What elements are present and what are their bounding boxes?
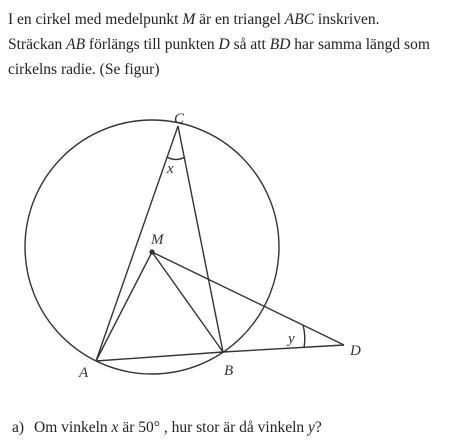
- label-point-a: A: [79, 365, 89, 381]
- text-run: , hur stor är då vinkeln: [159, 419, 309, 436]
- center-point-m: [149, 249, 154, 254]
- text-run: förlängs till punkten: [85, 36, 219, 53]
- label-angle-x: x: [167, 161, 174, 177]
- text-run: ?: [314, 419, 322, 436]
- math-symbol: x: [111, 419, 119, 436]
- text-run: så att: [229, 36, 270, 53]
- segment-ab: [96, 352, 223, 361]
- segment-bc: [178, 126, 223, 352]
- label-point-c: C: [174, 111, 185, 127]
- text-run: är en triangel: [195, 11, 285, 28]
- text-run: har samma längd som: [290, 36, 430, 53]
- question-text: [34, 419, 322, 436]
- segment-ac: [96, 126, 178, 361]
- text-run: Om vinkeln: [34, 419, 112, 436]
- text-run: 50°: [138, 419, 160, 436]
- angle-arc-x: [167, 157, 185, 160]
- segment-ma: [96, 252, 152, 361]
- text-run: cirkelns radie. (Se figur): [8, 61, 160, 78]
- math-symbol: AB: [66, 36, 86, 53]
- text-run: är: [118, 419, 139, 436]
- text-run: Sträckan: [8, 36, 67, 53]
- question-a: [12, 417, 322, 439]
- math-symbol: D: [218, 36, 230, 53]
- text-run: inskriven.: [314, 11, 380, 28]
- angle-arc-y: [303, 325, 305, 348]
- label-point-b: B: [224, 363, 234, 379]
- math-symbol: y: [308, 419, 315, 436]
- label-point-d: D: [350, 343, 361, 359]
- math-symbol: ABC: [284, 11, 315, 28]
- math-symbol: M: [182, 11, 196, 28]
- segment-bd: [223, 345, 344, 352]
- label-angle-y: y: [288, 331, 295, 347]
- math-symbol: BD: [269, 36, 291, 53]
- text-run: I en cirkel med medelpunkt: [8, 11, 183, 28]
- label-point-m: M: [151, 232, 164, 248]
- question-marker: a): [12, 419, 25, 436]
